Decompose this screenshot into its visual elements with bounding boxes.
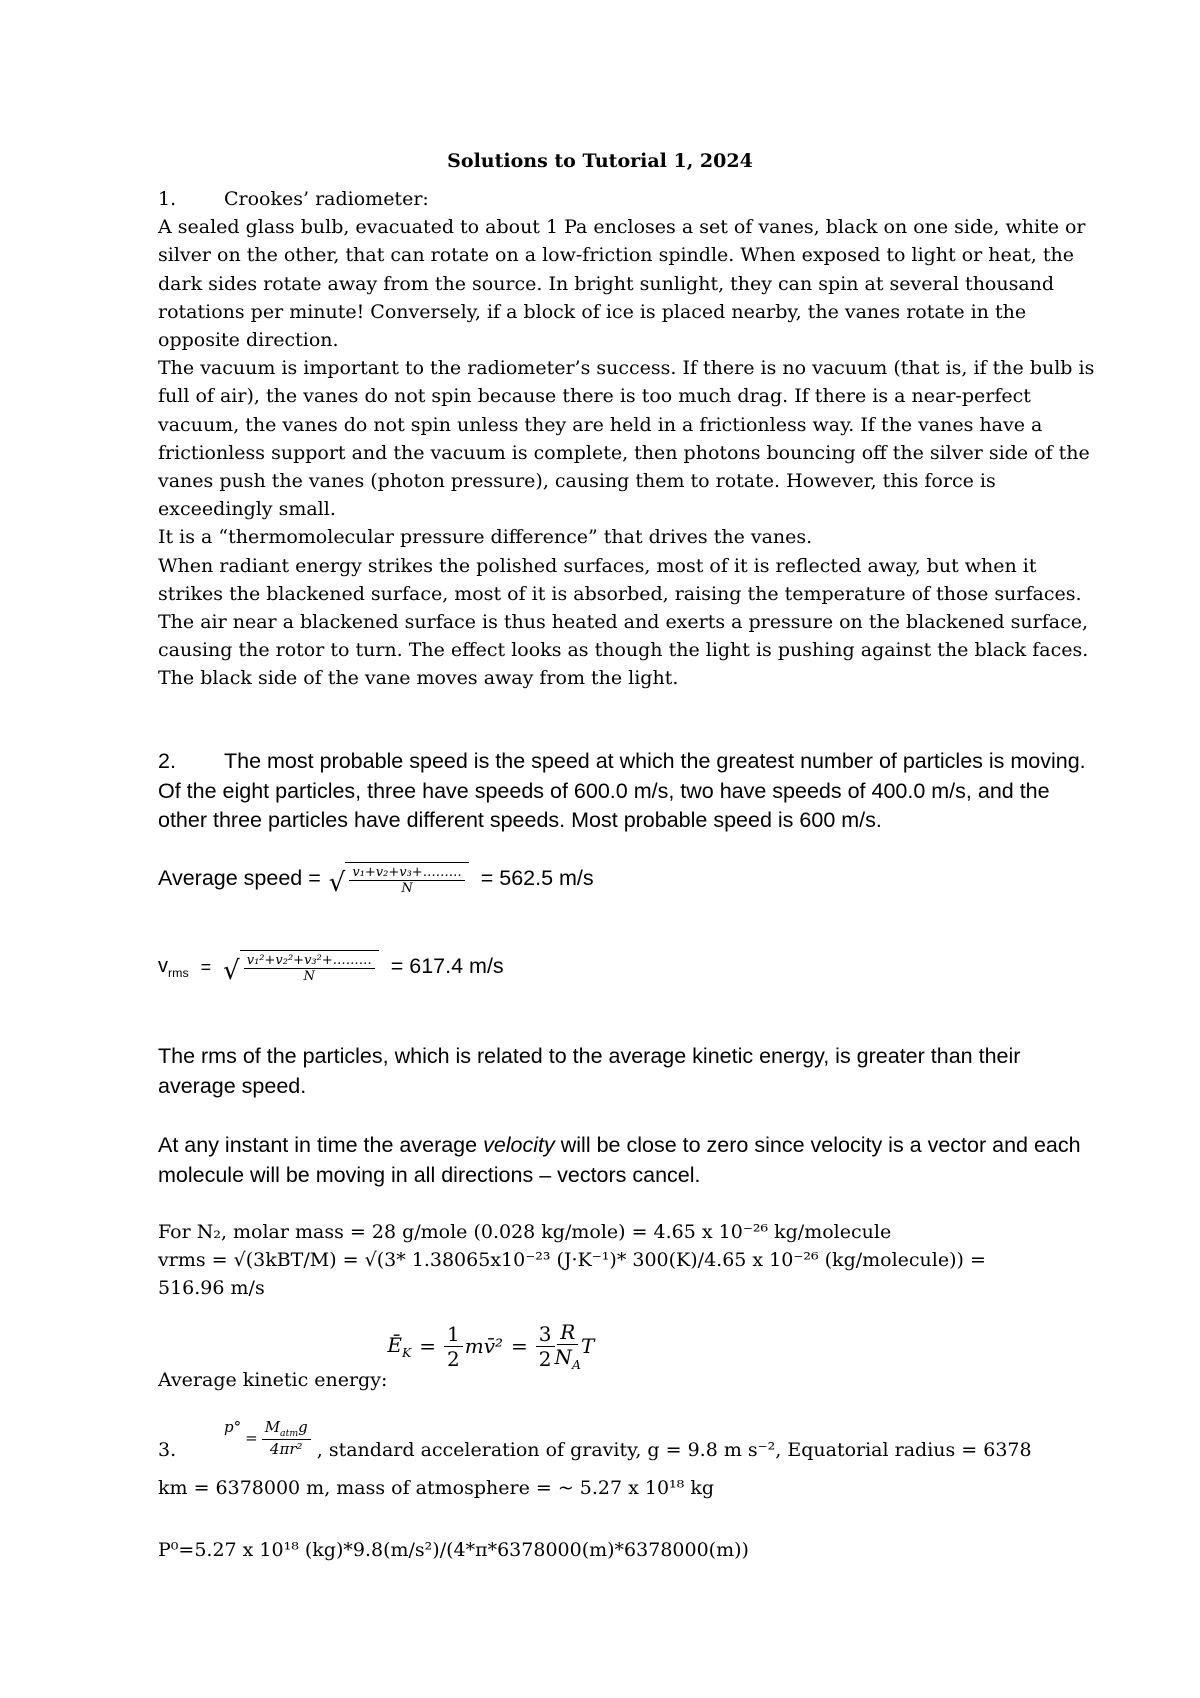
- ke-eq2: =: [511, 1334, 528, 1358]
- pressure-numerator: [262, 1418, 311, 1440]
- velocity-word: velocity: [483, 1133, 555, 1157]
- p-atm: atm: [280, 1428, 299, 1439]
- q1-paragraph-1: A sealed glass bulb, evacuated to about 1 Pa encloses a set of vanes, black on one side, white or silver on the other, that can rotate on a low-friction spindle. When exposed to light or heat, the dark sides rotate away from the source. In bright sunlight, they can spin at several thousand rotations per minute! Conversely, if a block of ice is placed nearby, the vanes rotate in the opposite direction.: [158, 216, 1086, 352]
- p-g: g: [298, 1418, 308, 1436]
- q1-heading: [158, 185, 1098, 213]
- ke-lhs: [387, 1333, 411, 1360]
- p-symbol: p°: [224, 1418, 242, 1436]
- p-equals: =: [245, 1429, 258, 1447]
- vrms-label-sub: rms: [168, 965, 189, 980]
- pressure-formula: [224, 1418, 311, 1458]
- average-speed-radical: [329, 862, 469, 896]
- q1-heading-text: Crookes’ radiometer:: [224, 188, 429, 210]
- average-speed-equation: [158, 862, 594, 896]
- q3-line-1: , standard acceleration of gravity, g = 9.8 m s⁻², Equatorial radius = 6378: [316, 1438, 1032, 1461]
- ke-three-num: 3: [536, 1322, 555, 1347]
- sqrt-icon: √: [223, 956, 240, 986]
- pressure-fraction: [262, 1418, 311, 1458]
- q1-paragraph-4: When radiant energy strikes the polished surfaces, most of it is reflected away, but when it strikes the blackened surface, most of it is absorbed, raising the temperature of those surfaces. The air near a blackened surface is thus heated and exerts a pressure on the blackened surface, causing the rotor to turn. The effect looks as though the light is pushing against the black faces. The black side of the vane moves away from the light.: [158, 554, 1089, 690]
- ke-label: Average kinetic energy:: [158, 1368, 388, 1391]
- average-speed-result: = 562.5 m/s: [480, 866, 594, 891]
- n2-calculation: [158, 1218, 1098, 1303]
- velocity-note: [158, 1131, 1098, 1190]
- ke-r-over-na: [555, 1320, 581, 1372]
- p-m: M: [264, 1418, 281, 1436]
- vrms-numerator: v₁²+v₂²+v₃²+………: [244, 953, 375, 969]
- vrms-denominator: N: [303, 969, 315, 984]
- vrms-label: [158, 955, 189, 980]
- velocity-note-pre: At any instant in time the average: [158, 1133, 484, 1157]
- ke-lhs-sub: K: [401, 1344, 412, 1360]
- ke-three-halves: [536, 1322, 555, 1371]
- vrms-result: = 617.4 m/s: [390, 954, 504, 979]
- vrms-radical: [223, 950, 379, 984]
- rms-note-text: The rms of the particles, which is related to the average kinetic energy, is greater than their average speed.: [158, 1044, 1021, 1098]
- q3-calc: P⁰=5.27 x 10¹⁸ (kg)*9.8(m/s²)/(4*π*6378000(m)*6378000(m)): [158, 1539, 749, 1561]
- ke-three-den: 2: [538, 1346, 552, 1371]
- q3-line-2: km = 6378000 m, mass of atmosphere = ~ 5.27 x 10¹⁸ kg: [158, 1477, 715, 1499]
- vrms-calc-result: 516.96 m/s: [158, 1277, 265, 1300]
- rms-note: [158, 1042, 1058, 1101]
- average-speed-fraction: [345, 862, 468, 896]
- question-1: [158, 185, 1098, 693]
- ke-eq1: =: [419, 1334, 436, 1358]
- velocity-note-post: will be close to zero since velocity is a vector and each molecule will be moving in all directions – vectors cancel.: [158, 1133, 1081, 1187]
- ke-t: T: [580, 1334, 595, 1358]
- kinetic-energy-equation: [158, 1320, 595, 1391]
- document-title: Solutions to Tutorial 1, 2024: [447, 150, 753, 172]
- ke-formula: [387, 1320, 594, 1372]
- pressure-denominator: 4πr²: [269, 1440, 303, 1458]
- average-speed-label: Average speed =: [158, 866, 321, 891]
- average-speed-numerator: v₁+v₂+v₃+………: [349, 865, 464, 881]
- q3-number: 3.: [158, 1438, 177, 1461]
- question-3-formula-row: [158, 1418, 1032, 1464]
- ke-half: [444, 1322, 463, 1371]
- q1-paragraph-3: It is a “thermomolecular pressure difference” that drives the vanes.: [158, 526, 813, 549]
- ke-mv: mv̄²: [464, 1334, 504, 1358]
- n2-line: For N₂, molar mass = 28 g/mole (0.028 kg/mole) = 4.65 x 10⁻²⁶ kg/molecule: [158, 1221, 892, 1243]
- ke-na: [555, 1345, 581, 1372]
- ke-r: R: [557, 1320, 578, 1345]
- q1-number: 1.: [158, 188, 177, 210]
- q1-paragraph-2: The vacuum is important to the radiometer’s success. If there is no vacuum (that is, if the bulb is full of air), the vanes do not spin because there is too much drag. If there is a near-perfect vacuum, the vanes do not spin unless they are held in a frictionless way. If the vanes have a frictionless support and the vacuum is complete, then photons bouncing off the silver side of the vanes push the vanes (photon pressure), causing them to rotate. However, this force is exceedingly small.: [158, 357, 1095, 521]
- sqrt-icon: √: [328, 868, 346, 898]
- question-2-intro: [158, 747, 1098, 836]
- vrms-fraction: [240, 950, 379, 984]
- q2-intro: [158, 747, 1098, 836]
- ke-half-num: 1: [444, 1322, 463, 1347]
- vrms-label-main: v: [158, 954, 168, 977]
- ke-lhs-symbol: Ē: [387, 1332, 402, 1357]
- q2-intro-text: The most probable speed is the speed at which the greatest number of particles is moving. Of the eight particles, three have speeds of 600.0 m/s, two have speeds of 400.0 m/s, and the other three particles have different speeds. Most probable speed is 600 m/s.: [158, 749, 1086, 832]
- question-3-text: [158, 1474, 1098, 1502]
- vrms-equation: [158, 950, 504, 984]
- vrms-calc: vrms = √(3kBT/M) = √(3* 1.38065x10⁻²³ (J·K⁻¹)* 300(K)/4.65 x 10⁻²⁶ (kg/molecule)) =: [158, 1249, 986, 1272]
- question-3-calc: [158, 1536, 1098, 1564]
- vrms-equals: =: [200, 956, 212, 977]
- q2-number: 2.: [158, 749, 176, 773]
- average-speed-denominator: N: [401, 881, 413, 896]
- ke-half-den: 2: [447, 1346, 460, 1371]
- ke-na-sub: A: [572, 1357, 581, 1372]
- velocity-note-text: [158, 1131, 1098, 1190]
- ke-na-n: N: [554, 1345, 573, 1369]
